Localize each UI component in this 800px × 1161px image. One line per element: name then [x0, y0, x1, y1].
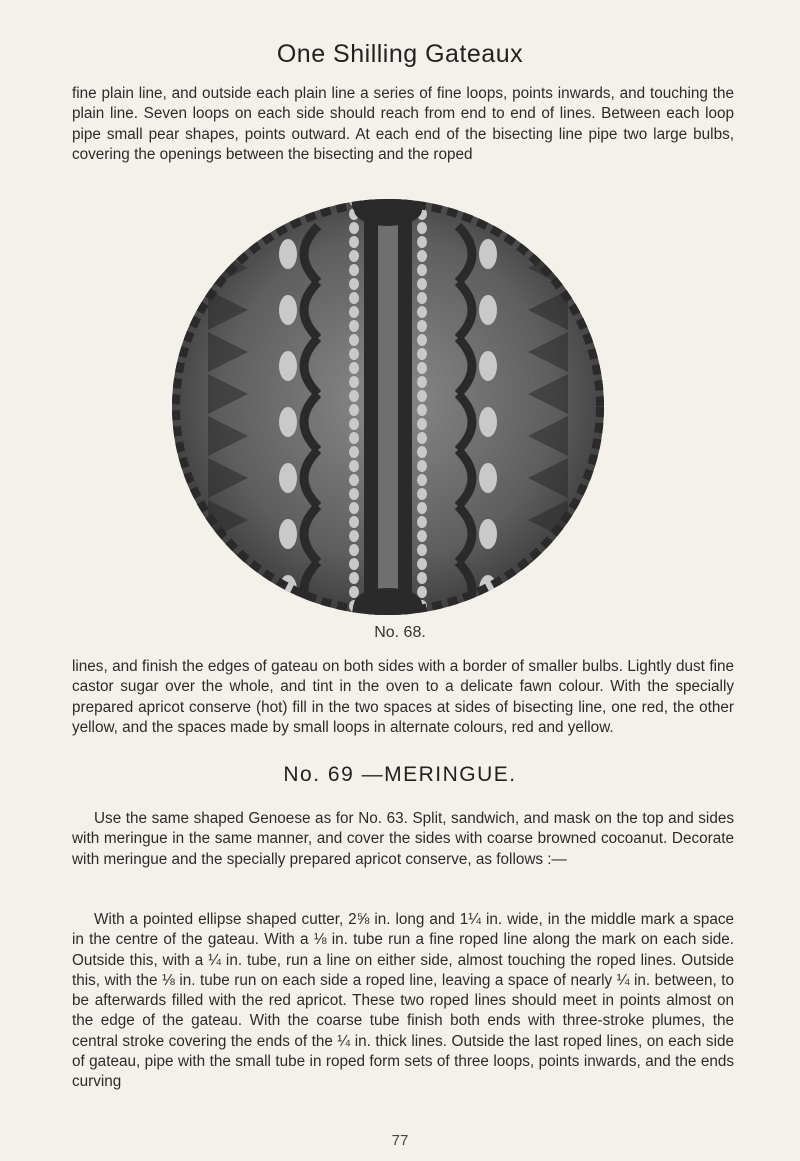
pear-right	[479, 519, 497, 549]
roped-bead-right	[417, 516, 427, 528]
roped-bead-right	[417, 558, 427, 570]
roped-bead-right	[417, 320, 427, 332]
page-number: 77	[391, 1132, 409, 1149]
pear-left	[279, 519, 297, 549]
paragraph-3: Use the same shaped Genoese as for No. 63. Split, sandwich, and mask on the top and sides with meringue in the same manner, and cover the sides with coarse browned cocoanut. Decorate with meringue and the specially prepared apricot conserve, as follows :—	[72, 810, 734, 868]
roped-bead-left	[349, 488, 359, 500]
roped-bead-right	[417, 418, 427, 430]
pear-right	[479, 239, 497, 269]
roped-bead-right	[417, 306, 427, 318]
roped-bead-left	[349, 292, 359, 304]
roped-bead-left	[349, 558, 359, 570]
paragraph-1: fine plain line, and outside each plain line a series of fine loops, points inwards, and touching the plain line. Seven loops on each side should reach from end to end of lines. Between each loop pipe small pear shapes, points outward. At each end of the bisecting line pipe two large bulbs, covering the openings between the bisecting and the roped	[72, 85, 734, 163]
roped-bead-right	[417, 390, 427, 402]
pear-left	[279, 407, 297, 437]
side-segment-left	[208, 584, 248, 618]
pear-left	[279, 295, 297, 325]
roped-bead-left	[349, 222, 359, 234]
roped-bead-right	[417, 236, 427, 248]
gateau-figure	[168, 196, 608, 618]
roped-bead-right	[417, 460, 427, 472]
pear-right	[479, 351, 497, 381]
paragraph-2: lines, and finish the edges of gateau on both sides with a border of smaller bulbs. Lightly dust fine castor sugar over the whole, and tint in the oven to a delicate fawn colour. With the specially prepared apricot conserve (hot) fill in the two spaces at sides of bisecting line, one red, the other yellow, and the spaces made by small loops in alternate colours, red and yellow.	[72, 658, 734, 736]
roped-bead-right	[417, 222, 427, 234]
roped-bead-left	[349, 516, 359, 528]
roped-bead-right	[417, 502, 427, 514]
side-segment-right	[528, 206, 568, 246]
roped-bead-right	[417, 432, 427, 444]
roped-bead-right	[417, 348, 427, 360]
side-segment-right	[528, 584, 568, 618]
roped-bead-left	[349, 264, 359, 276]
roped-bead-left	[349, 586, 359, 598]
pear-left	[279, 351, 297, 381]
roped-bead-left	[349, 418, 359, 430]
pear-left	[279, 239, 297, 269]
section-heading: No. 69 —MERINGUE.	[283, 763, 517, 786]
roped-bead-right	[417, 264, 427, 276]
roped-bead-left	[349, 432, 359, 444]
pear-right	[479, 407, 497, 437]
roped-bead-left	[349, 474, 359, 486]
roped-bead-left	[349, 390, 359, 402]
pear-right	[479, 295, 497, 325]
roped-bead-right	[417, 474, 427, 486]
roped-bead-left	[349, 376, 359, 388]
roped-bead-right	[417, 334, 427, 346]
roped-bead-right	[417, 544, 427, 556]
roped-bead-right	[417, 488, 427, 500]
roped-bead-left	[349, 460, 359, 472]
roped-bead-left	[349, 236, 359, 248]
roped-bead-right	[417, 362, 427, 374]
roped-bead-right	[417, 572, 427, 584]
roped-bead-right	[417, 404, 427, 416]
paragraph-4: With a pointed ellipse shaped cutter, 2⅝ in. long and 1¼ in. wide, in the middle mark a space in the centre of the gateau. With a ⅛ in. tube run a fine roped line along the mark on each side. Outside this, with a ¼ in. tube, run a line on either side, almost touching the roped lines. Outside this, with the ⅛ in. tube run on each side a roped line, leaving a space of nearly ¼ in. between, to be afterwards filled with the red apricot. These two roped lines should meet in points almost on the edge of the gateau. With the coarse tube finish both ends with three-stroke plumes, the central stroke covering the ends of the ¼ in. thick lines. Outside the last roped lines, on each side of gateau, pipe with the small tube in roped form sets of three loops, points inwards, and the ends curving	[72, 911, 734, 1091]
roped-bead-left	[349, 348, 359, 360]
roped-bead-right	[417, 292, 427, 304]
side-segment-left	[208, 206, 248, 246]
bisecting-line	[378, 196, 398, 618]
roped-bead-left	[349, 334, 359, 346]
roped-bead-left	[349, 306, 359, 318]
pear-right	[479, 463, 497, 493]
gateau-photo	[168, 196, 608, 618]
roped-bead-left	[349, 250, 359, 262]
roped-bead-left	[349, 320, 359, 332]
running-head: One Shilling Gateaux	[276, 40, 524, 68]
roped-bead-right	[417, 446, 427, 458]
pear-left	[279, 463, 297, 493]
roped-bead-left	[349, 446, 359, 458]
roped-bead-left	[349, 404, 359, 416]
roped-bead-right	[417, 376, 427, 388]
roped-bead-right	[417, 530, 427, 542]
figure-caption: No. 68.	[374, 624, 426, 641]
roped-bead-right	[417, 250, 427, 262]
roped-bead-left	[349, 362, 359, 374]
roped-bead-left	[349, 530, 359, 542]
roped-bead-left	[349, 502, 359, 514]
roped-bead-left	[349, 278, 359, 290]
roped-bead-right	[417, 586, 427, 598]
roped-bead-left	[349, 572, 359, 584]
roped-bead-left	[349, 544, 359, 556]
roped-bead-right	[417, 278, 427, 290]
